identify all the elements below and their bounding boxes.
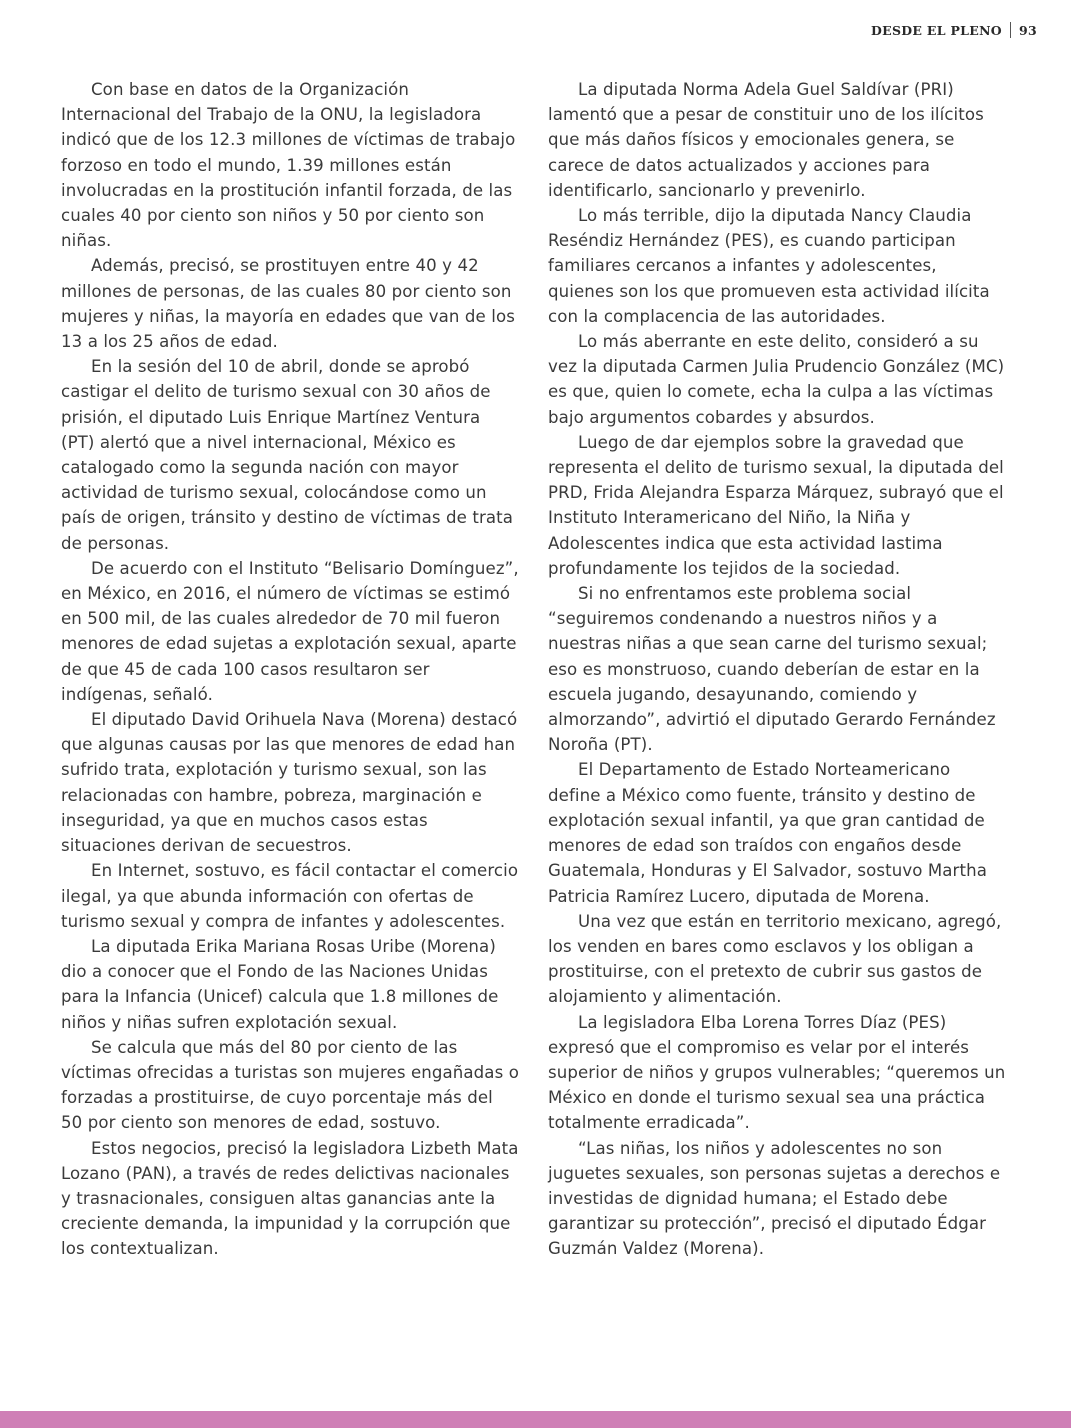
section-title: DESDE EL PLENO [870, 22, 1002, 38]
paragraph: Se calcula que más del 80 por ciento de las víctimas ofrecidas a turistas son mujeres engañadas o forzadas a prostituirse, de cuyo porcentaje más del 50 por ciento son menores de edad, sostuvo. [61, 1037, 519, 1133]
paragraph: Además, precisó, se prostituyen entre 40 y 42 millones de personas, de las cuales 80 por ciento son mujeres y niñas, la mayoría en edades que van de los 13 a los 25 años de edad. [61, 256, 515, 352]
paragraph: Si no enfrentamos este problema social “seguiremos condenando a nuestros niños y a nuestras niñas a que sean carne del turismo sexual; eso es monstruoso, cuando deberían de estar en la escuela jugando, desayunando, comiendo y almorzando”, advirtió el diputado Gerardo Fernández Noroña (PT). [548, 584, 996, 755]
paragraph: La legisladora Elba Lorena Torres Díaz (PES) expresó que el compromiso es velar por el interés superior de niños y grupos vulnerables; “queremos un México en donde el turismo sexual sea una práctica totalmente erradicada”. [548, 1012, 1006, 1133]
paragraph: En la sesión del 10 de abril, donde se aprobó castigar el delito de turismo sexual con 30 años de prisión, el diputado Luis Enrique Martínez Ventura (PT) alertó que a nivel internacional, México es catalogado como la segunda nación con mayor actividad de turismo sexual, colocándose como un país de origen, tránsito y destino de víctimas de trata de personas. [61, 357, 514, 553]
header-divider [1010, 22, 1011, 38]
left-column [61, 77, 519, 1262]
right-column [548, 77, 1006, 1262]
paragraph: Con base en datos de la Organización Internacional del Trabajo de la ONU, la legisladora indicó que de los 12.3 millones de víctimas de trabajo forzoso en todo el mundo, 1.39 millones están involucradas en la prostitución infantil forzada, de las cuales 40 por ciento son niños y 50 por ciento son niñas. [61, 80, 516, 251]
paragraph: Lo más aberrante en este delito, consideró a su vez la diputada Carmen Julia Prudencio González (MC) es que, quien lo comete, echa la culpa a las víctimas bajo argumentos cobardes y absurdos. [548, 332, 1005, 427]
running-head [871, 22, 1037, 38]
paragraph: La diputada Erika Mariana Rosas Uribe (Morena) dio a conocer que el Fondo de las Naciones Unidas para la Infancia (Unicef) calcula que 1.8 millones de niños y niñas sufren explotación sexual. [61, 936, 499, 1032]
paragraph: Estos negocios, precisó la legisladora Lizbeth Mata Lozano (PAN), a través de redes delictivas nacionales y trasnacionales, consiguen altas ganancias ante la creciente demanda, la impunidad y la corrupción que los contextualizan. [61, 1138, 519, 1259]
accent-bar [0, 1411, 1071, 1428]
paragraph: “Las niñas, los niños y adolescentes no son juguetes sexuales, son personas sujetas a derechos e investidas de dignidad humana; el Estado debe garantizar su protección”, precisó el diputado Édgar Guzmán Valdez (Morena). [548, 1138, 1001, 1259]
paragraph: Una vez que están en territorio mexicano, agregó, los venden en bares como esclavos y los obligan a prostituirse, con el pretexto de cubrir sus gastos de alojamiento y alimentación. [548, 911, 1002, 1007]
paragraph: Luego de dar ejemplos sobre la gravedad que representa el delito de turismo sexual, la diputada del PRD, Frida Alejandra Esparza Márquez, subrayó que el Instituto Interamericano del Niño, la Niña y Adolescentes indica que esta actividad lastima profundamente los tejidos de la sociedad. [548, 432, 1004, 578]
paragraph: El Departamento de Estado Norteamericano define a México como fuente, tránsito y destino de explotación sexual infantil, ya que gran cantidad de menores de edad son traídos con engaños desde Guatemala, Honduras y El Salvador, sostuvo Martha Patricia Ramírez Lucero, diputada de Morena. [548, 760, 987, 906]
paragraph: La diputada Norma Adela Guel Saldívar (PRI) lamentó que a pesar de constituir uno de los ilícitos que más daños físicos y emocionales genera, se carece de datos actualizados y acciones para identificarlo, sancionarlo y prevenirlo. [548, 80, 984, 200]
paragraph: El diputado David Orihuela Nava (Morena) destacó que algunas causas por las que menores de edad han sufrido trata, explotación y turismo sexual, son las relacionadas con hambre, pobreza, marginación e inseguridad, ya que en muchos casos estas situaciones derivan de secuestros. [61, 710, 518, 856]
page-number: 93 [1019, 22, 1037, 38]
paragraph: De acuerdo con el Instituto “Belisario Domínguez”, en México, en 2016, el número de víctimas se estimó en 500 mil, de las cuales alrededor de 70 mil fueron menores de edad sujetas a explotación sexual, aparte de que 45 de cada 100 casos resultaron ser indígenas, señaló. [61, 558, 519, 704]
paragraph: Lo más terrible, dijo la diputada Nancy Claudia Reséndiz Hernández (PES), es cuando participan familiares cercanos a infantes y adolescentes, quienes son los que promueven esta actividad ilícita con la complacencia de las autoridades. [548, 206, 990, 326]
paragraph: En Internet, sostuvo, es fácil contactar el comercio ilegal, ya que abunda información con ofertas de turismo sexual y compra de infantes y adolescentes. [61, 861, 519, 931]
